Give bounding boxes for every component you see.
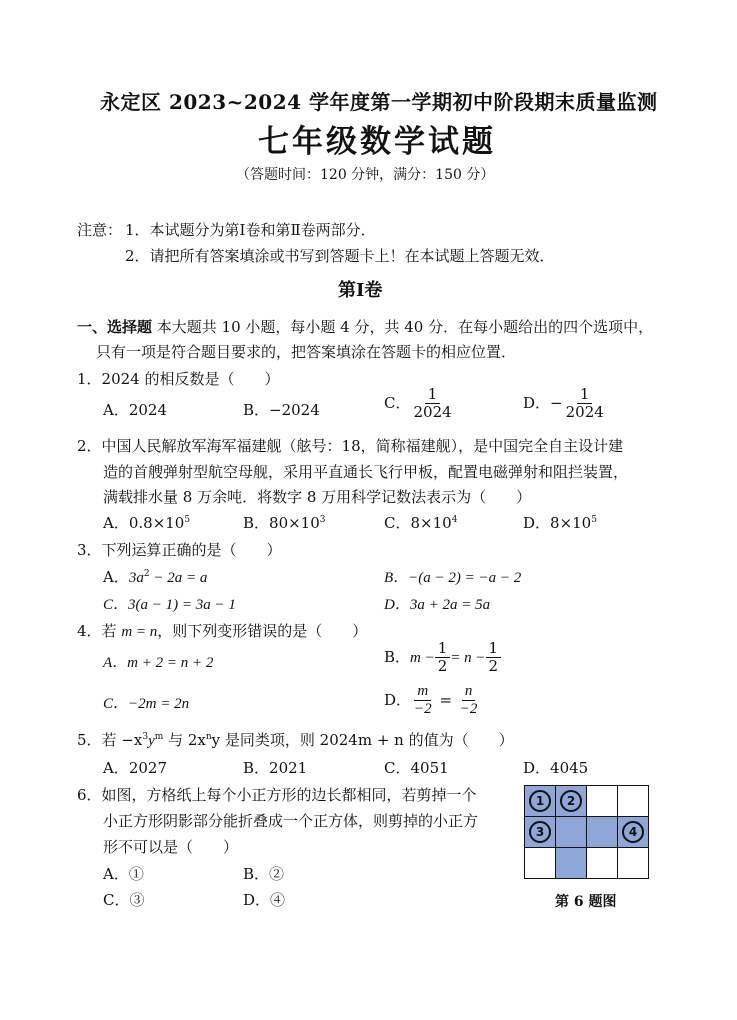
q5-stem: [77, 729, 514, 750]
q2-c-base: C．8×10: [384, 514, 452, 532]
denominator: −2: [414, 701, 432, 718]
q2-option-c: [384, 512, 457, 533]
denominator: 2: [437, 657, 448, 676]
q1-option-a: A．2024: [103, 401, 168, 419]
q4-b-eq: = n −: [450, 649, 486, 666]
denominator: 2024: [565, 403, 604, 422]
q4-stem: [77, 620, 367, 641]
grid-cell-1: [525, 786, 556, 817]
q6-line-2: 小正方形阴影部分能折叠成一个正方体，则剪掉的小正方: [103, 812, 479, 830]
grid-cell-empty: [618, 786, 649, 817]
circled-2: 2: [560, 790, 582, 812]
q3-option-b: B．−(a − 2) = −a − 2: [384, 570, 522, 586]
grid-cell-shaded: [556, 848, 587, 879]
q5-option-a: A．2027: [103, 759, 168, 777]
q6-line-3: 形不可以是（ ）: [103, 838, 239, 856]
q6-figure-grid: [524, 785, 649, 879]
q5-s3-exp: n: [205, 732, 212, 742]
q1-c-fraction: [410, 386, 454, 422]
q3-a-exp: 2: [143, 569, 150, 579]
grid-cell-shaded: [587, 817, 618, 848]
q3-option-c: C．3(a − 1) = 3a − 1: [103, 597, 236, 613]
q1-d-fraction: [563, 386, 607, 422]
circled-3: 3: [529, 821, 551, 843]
q4-d-eq: =: [439, 690, 453, 709]
q4-b-frac2: [486, 640, 502, 676]
exam-title-line1: 永定区 2023~2024 学年度第一学期初中阶段期末质量监测: [100, 90, 658, 114]
numerator: m: [414, 683, 431, 701]
q5-option-c: C．4051: [384, 759, 449, 777]
q1-option-d: [523, 386, 607, 422]
grid-cell-empty: [618, 848, 649, 879]
circled-4: 4: [622, 821, 644, 843]
q2-option-b: [243, 512, 326, 533]
q6-figure-caption: 第 6 题图: [555, 894, 617, 910]
q2-b-exp: 3: [319, 515, 326, 525]
q5-s4: y 是同类项，则 2024m + n 的值为（ ）: [211, 731, 514, 749]
q6-option-a: A．①: [103, 865, 144, 883]
q4-stem-a: 4．若: [77, 622, 122, 640]
q1-stem: 1．2024 的相反数是（ ）: [77, 370, 280, 388]
exam-subtitle: （答题时间：120 分钟，满分：150 分）: [236, 167, 495, 183]
grid-cell-3: [525, 817, 556, 848]
notice-label: 注意：: [77, 221, 123, 239]
q2-d-exp: 5: [591, 515, 597, 525]
q3-a-label: A．: [103, 568, 129, 586]
numerator: 1: [425, 386, 441, 404]
q4-option-c: C．−2m = 2n: [103, 696, 190, 712]
q6-option-b: B．②: [243, 865, 285, 883]
q4-b-m: m −: [410, 649, 435, 666]
q5-s2: y: [148, 733, 155, 749]
q5-option-b: B．2021: [243, 759, 308, 777]
numerator: n: [462, 683, 476, 701]
q2-line-1: 2．中国人民解放军海军福建舰（舷号：18，简称福建舰），是中国完全自主设计建: [77, 437, 624, 455]
q1-option-b: B．−2024: [243, 401, 320, 419]
section-desc-1: 本大题共 10 小题，每小题 4 分，共 40 分．在每小题给出的四个选项中，: [152, 318, 654, 336]
q5-s3: 与 2x: [163, 731, 206, 749]
grid-cell-shaded: [556, 817, 587, 848]
q1-option-c: [384, 386, 455, 422]
q5-s1: 5．若 −x: [77, 731, 143, 749]
q4-stem-b: ，则下列变形错误的是（ ）: [157, 622, 368, 640]
q4-d-label: D．: [384, 690, 412, 709]
q5-option-d: D．4045: [523, 759, 589, 777]
q6-line-1: 6．如图，方格纸上每个小正方形的边长都相同，若剪掉一个: [77, 786, 477, 804]
volume-title: 第Ⅰ卷: [338, 280, 383, 301]
q1-c-label: C．: [384, 393, 411, 412]
q4-option-b: [384, 640, 501, 676]
q2-d-base: D．8×10: [523, 514, 592, 532]
section-label: 一、选择题: [77, 318, 153, 336]
section-heading: [77, 316, 653, 337]
q6-option-c: C．③: [103, 891, 145, 909]
grid-cell-empty: [525, 848, 556, 879]
q2-option-d: [523, 512, 597, 533]
circled-1: 1: [529, 790, 551, 812]
q2-option-a: [103, 512, 190, 533]
q4-stem-eq: m = n: [121, 624, 158, 640]
q3-stem: 3．下列运算正确的是（ ）: [77, 541, 282, 559]
q4-d-frac1: [411, 683, 435, 719]
grid-cell-empty: [587, 848, 618, 879]
denominator: −2: [459, 701, 478, 718]
denominator: 2024: [413, 403, 452, 422]
grid-cell-empty: [587, 786, 618, 817]
numerator: 1: [435, 640, 451, 658]
grid-cell-2: [556, 786, 587, 817]
q6-option-d: D．④: [243, 891, 286, 909]
q4-option-a: A．m + 2 = n + 2: [103, 655, 214, 671]
denominator: 2: [488, 657, 499, 676]
q4-d-frac2: [457, 683, 481, 719]
q4-option-d: [384, 683, 480, 719]
q3-a-rest: − 2a = a: [149, 570, 208, 586]
numerator: 1: [577, 386, 593, 404]
q2-line-2: 造的首艘弹射型航空母舰，采用平直通长飞行甲板，配置电磁弹射和阻拦装置，: [103, 463, 629, 481]
notice-item-1: 1．本试题分为第Ⅰ卷和第Ⅱ卷两部分．: [125, 221, 376, 239]
notice-item-2: 2．请把所有答案填涂或书写到答题卡上！在本试题上答题无效．: [125, 247, 555, 265]
q5-s2-exp: m: [154, 732, 164, 742]
numerator: 1: [486, 640, 502, 658]
q2-a-exp: 5: [184, 515, 191, 525]
q3-a-term: 3a: [128, 570, 144, 586]
q4-b-label: B．: [384, 647, 411, 666]
q5-s1-exp: 3: [142, 732, 149, 742]
exam-title: 七年级数学试题: [258, 124, 496, 160]
q4-b-frac1: [435, 640, 451, 676]
q2-line-3: 满载排水量 8 万余吨．将数字 8 万用科学记数法表示为（ ）: [103, 488, 532, 506]
q2-c-exp: 4: [451, 515, 458, 525]
q2-a-base: A．0.8×10: [103, 514, 185, 532]
grid-cell-4: [618, 817, 649, 848]
q2-b-base: B．80×10: [243, 514, 320, 532]
q3-option-a: [103, 566, 207, 587]
q3-option-d: D．3a + 2a = 5a: [384, 597, 491, 613]
section-desc-2: 只有一项是符合题目要求的，把答案填涂在答题卡的相应位置．: [96, 343, 517, 361]
q1-d-label: D．−: [523, 393, 563, 412]
